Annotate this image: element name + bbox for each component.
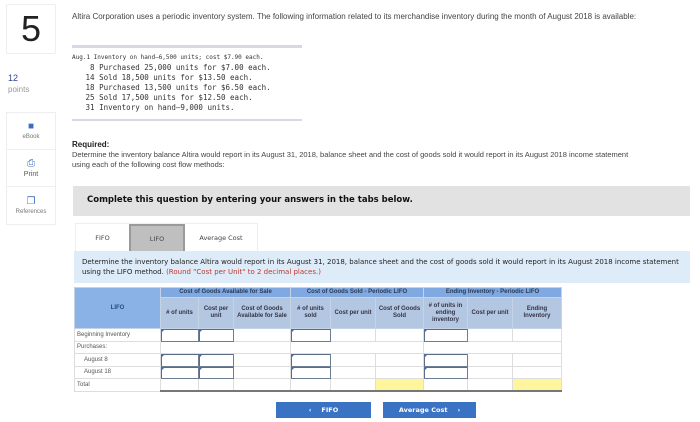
row-label: Beginning Inventory [75,329,161,342]
method-tabs [75,223,258,251]
instruction-box [74,251,690,283]
col-header: Cost of Goods Available for Sale [234,298,291,329]
row-label: Purchases: [75,341,161,354]
aug18-ending-inventory-cell [513,366,562,379]
tab-fifo[interactable]: FIFO [76,224,129,252]
table-corner-label: LIFO [75,288,161,329]
points-label: points [8,85,30,94]
references-button[interactable] [7,187,55,224]
aug8-sold-cost-cell [331,354,376,367]
references-icon: ❐ [26,195,36,207]
aug18-units-input[interactable] [161,366,199,379]
next-tab-label: Average Cost [398,406,448,414]
total-cost-cell [199,379,234,392]
col-header: # of units in ending inventory [424,298,468,329]
beginning-ending-units-input[interactable] [424,329,468,342]
group-header-available: Cost of Goods Available for Sale [161,288,291,298]
beginning-ending-inventory-cell [513,329,562,342]
total-ending-units-cell [424,379,468,392]
tools-panel [6,112,56,225]
tab-average-cost[interactable]: Average Cost [185,224,257,252]
print-icon: ⎙ [27,157,35,169]
tab-lifo[interactable]: LIFO [129,224,185,252]
col-header: Cost per unit [468,298,513,329]
aug18-cost-input[interactable] [199,366,234,379]
aug18-cogs-cell [376,366,424,379]
required-title: Required: [72,140,110,149]
total-ending-cost-cell [468,379,513,392]
aug8-cogs-cell [376,354,424,367]
data-line: Aug.1 Inventory on hand—6,500 units; cost $7.90 each. [72,54,264,61]
print-label: Print [23,170,39,178]
row-label: August 18 [75,366,161,379]
question-number: 5 [6,4,56,54]
table-row-total [75,379,562,392]
beginning-ending-cost-cell [468,329,513,342]
purchases-blank [291,341,424,354]
next-tab-button[interactable] [383,402,476,418]
data-line: 8 Purchased 25,000 units for $7.00 each. [72,63,271,72]
aug18-ending-units-input[interactable] [424,366,468,379]
table-row [75,354,562,367]
col-header: Ending Inventory [513,298,562,329]
table-row [75,341,562,354]
aug18-available-cell [234,366,291,379]
group-header-ending: Ending Inventory - Periodic LIFO [424,288,562,298]
aug8-ending-cost-cell [468,354,513,367]
aug18-ending-cost-cell [468,366,513,379]
data-line: 25 Sold 17,500 units for $12.50 each. [72,93,253,102]
beginning-cost-input[interactable] [199,329,234,342]
purchases-blank [424,341,562,354]
table-row [75,329,562,342]
total-sold-cost-cell [331,379,376,392]
aug18-units-sold-input[interactable] [291,366,331,379]
aug18-sold-cost-cell [331,366,376,379]
col-header: Cost per unit [331,298,376,329]
chevron-left-icon: ‹ [308,406,312,414]
beginning-cogs-cell [376,329,424,342]
ebook-button[interactable] [7,113,55,150]
data-line: 18 Purchased 13,500 units for $6.50 each. [72,83,271,92]
row-label: August 8 [75,354,161,367]
aug8-ending-inventory-cell [513,354,562,367]
instruction-text: Determine the inventory balance Altira would report in its August 31, 2018, balance sheet and the cost of goods sold it would report in its August 2018 income statement using the LIFO method. [82,258,679,276]
total-available-cell [234,379,291,392]
beginning-units-sold-input[interactable] [291,329,331,342]
col-header: Cost per unit [199,298,234,329]
prev-tab-label: FIFO [321,406,339,414]
lifo-table [74,287,562,392]
data-line: 14 Sold 18,500 units for $13.50 each. [72,73,253,82]
table-row [75,366,562,379]
aug8-available-cell [234,354,291,367]
ebook-label: eBook [22,134,40,140]
col-header: # of units sold [291,298,331,329]
book-icon: ■ [27,121,35,132]
aug8-units-sold-input[interactable] [291,354,331,367]
inventory-data [72,45,302,121]
total-cogs-cell [376,379,424,392]
beginning-available-cell [234,329,291,342]
col-header: Cost of Goods Sold [376,298,424,329]
total-units-cell [161,379,199,392]
points-value: 12 [8,73,19,83]
aug8-units-input[interactable] [161,354,199,367]
print-button[interactable] [7,150,55,187]
aug8-ending-units-input[interactable] [424,354,468,367]
total-ending-inventory-cell [513,379,562,392]
row-label: Total [75,379,161,392]
points-display [8,72,29,96]
group-header-cogs: Cost of Goods Sold - Periodic LIFO [291,288,424,298]
rounding-note: (Round "Cost per Unit" to 2 decimal places.) [166,268,321,276]
purchases-blank [161,341,291,354]
data-line: 31 Inventory on hand—9,000 units. [72,103,235,112]
aug8-cost-input[interactable] [199,354,234,367]
chevron-right-icon: › [457,406,461,414]
col-header: # of units [161,298,199,329]
prev-tab-button[interactable] [276,402,371,418]
required-section [72,140,632,170]
beginning-sold-cost-cell [331,329,376,342]
total-units-sold-cell [291,379,331,392]
required-text: Determine the inventory balance Altira would report in its August 31, 2018, balance sheet and the cost of goods sold it would report in its August 2018 income statement using each of the following cost flow methods: [72,150,629,169]
beginning-units-input[interactable] [161,329,199,342]
question-intro: Altira Corporation uses a periodic inventory system. The following information related to its merchandise inventory during the month of August 2018 is available: [72,12,637,21]
complete-banner: Complete this question by entering your answers in the tabs below. [73,186,690,216]
references-label: References [15,208,47,215]
